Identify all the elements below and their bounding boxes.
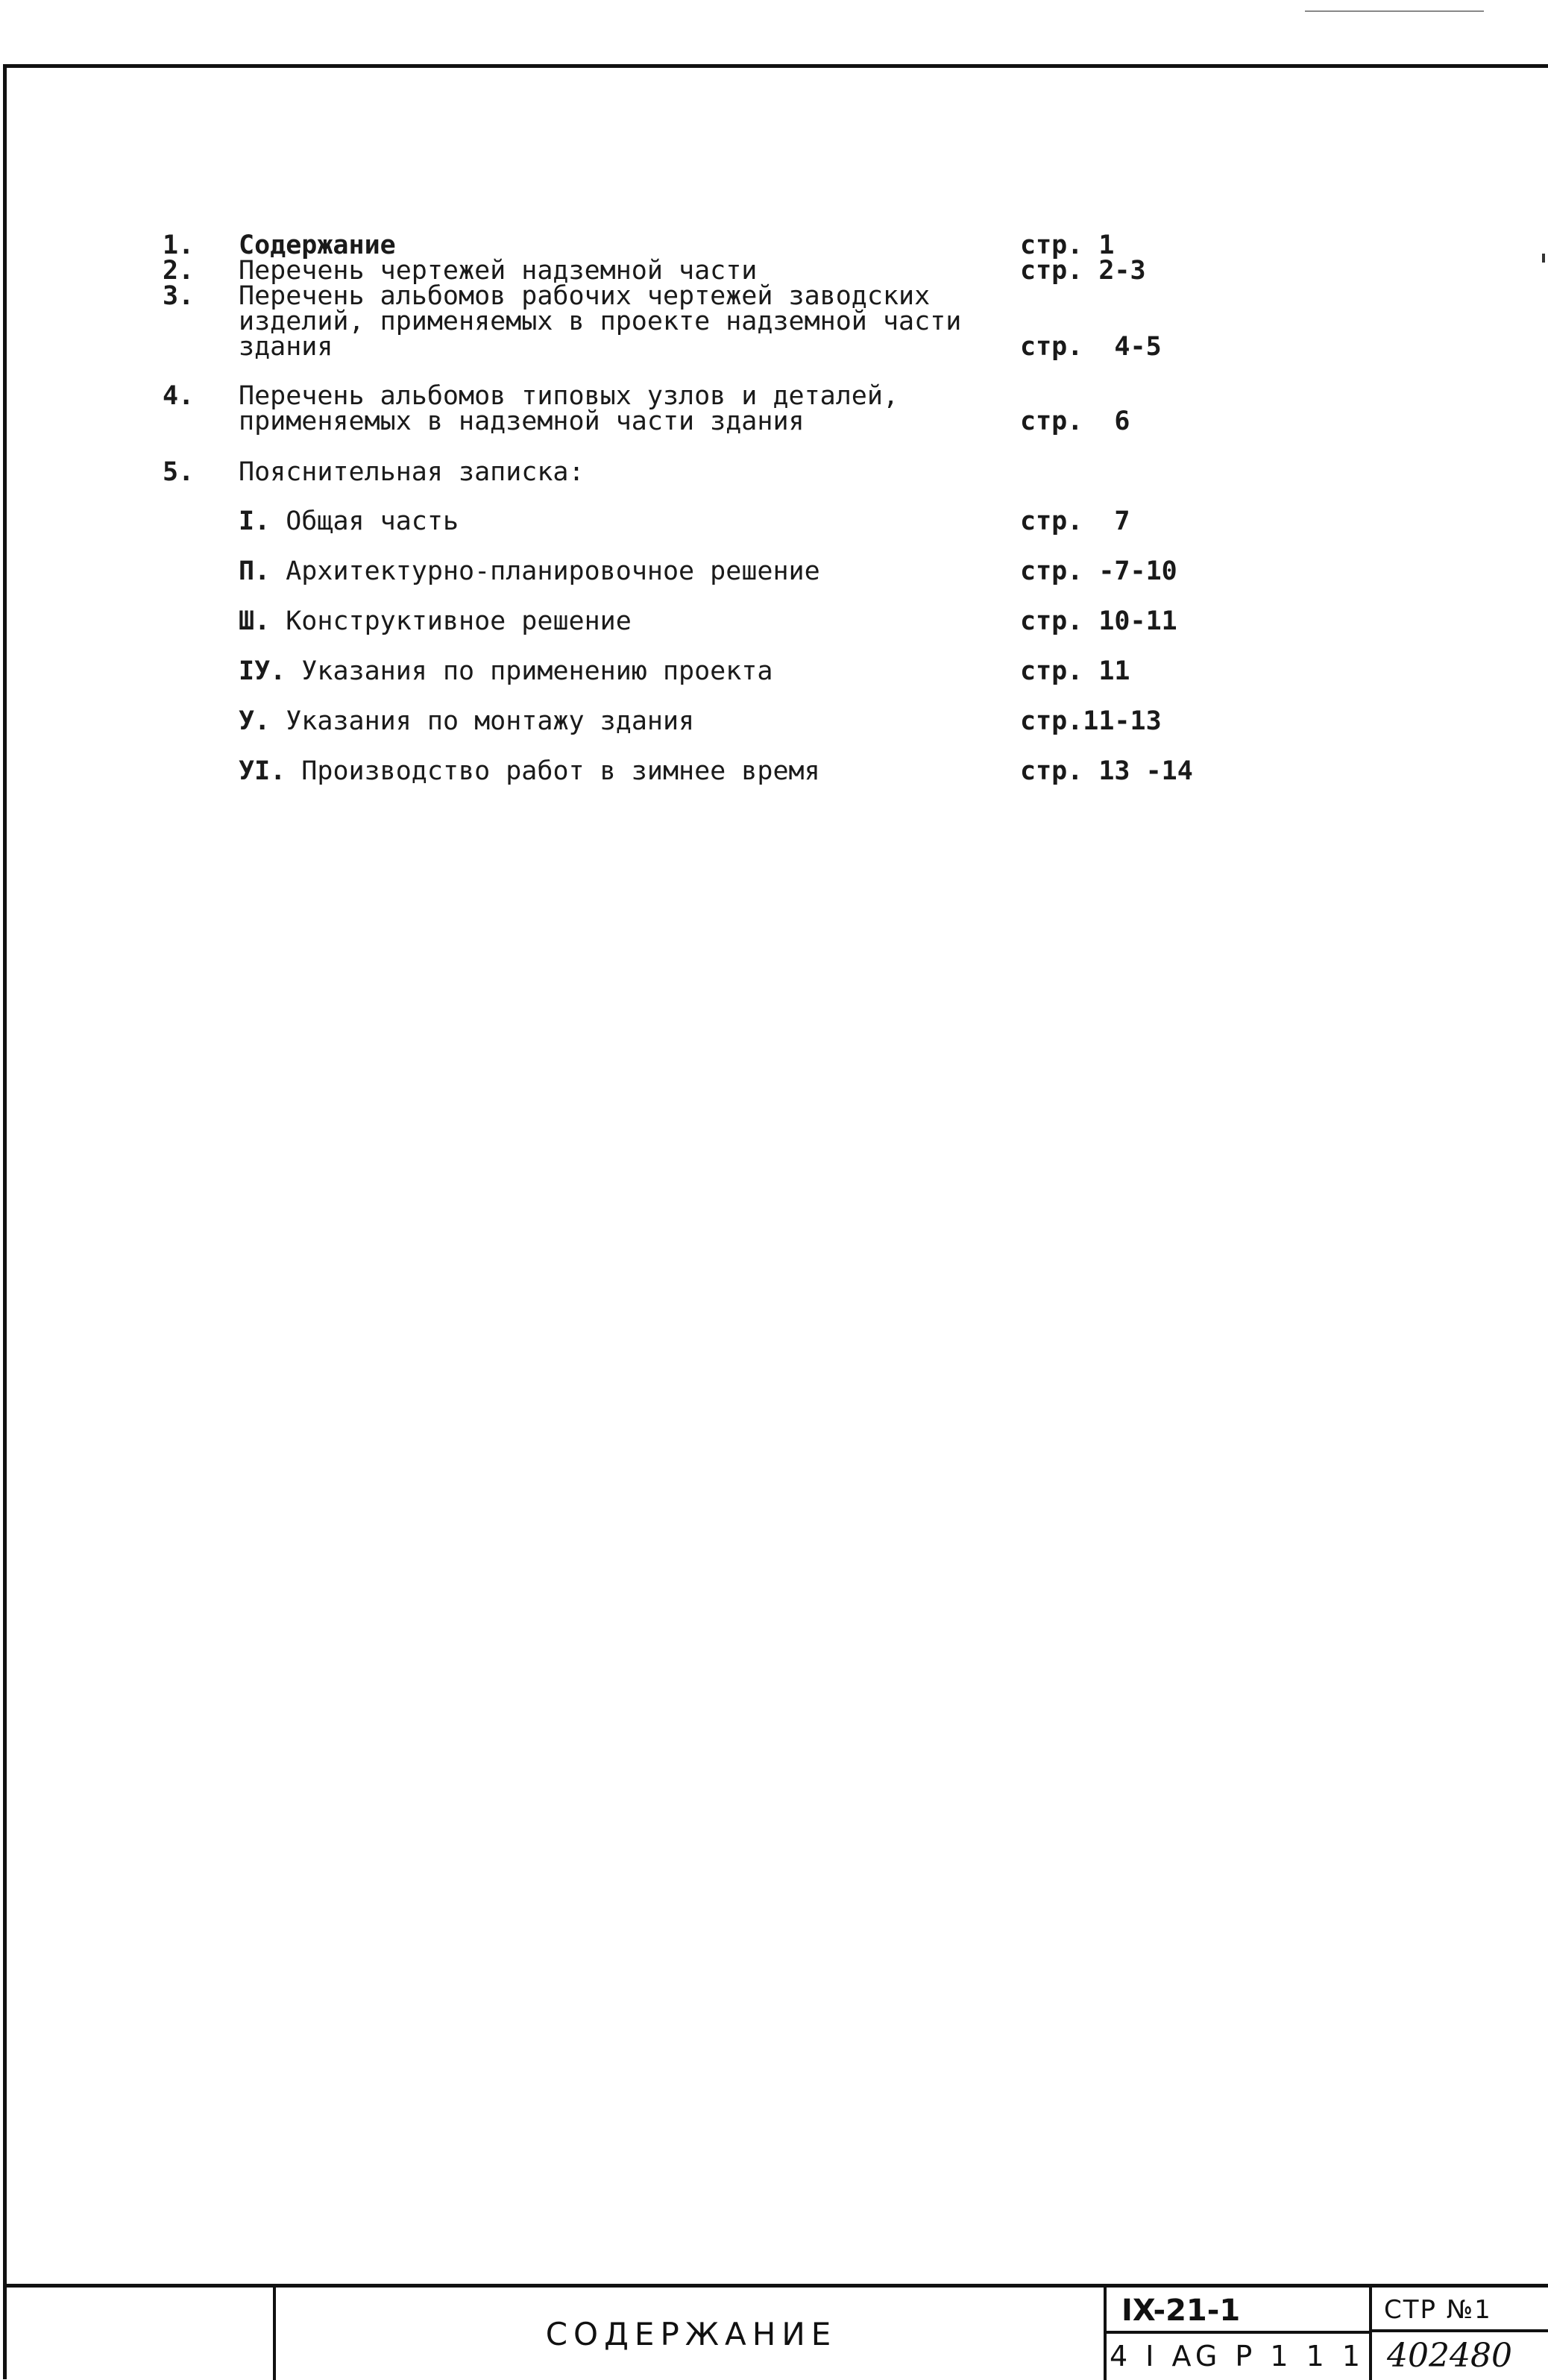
sheet-number: СТР №1	[1384, 2295, 1492, 2325]
toc-subitem-text: Указания по применению проекта	[301, 656, 773, 686]
toc-subitem-title	[239, 606, 632, 636]
sheet-title: СОДЕРЖАНИЕ	[545, 2315, 837, 2352]
toc-subitem-page: стр.11-13	[1020, 706, 1162, 736]
toc-item-title: Перечень альбомов рабочих чертежей заводских изделий, применяемых в проекте надземной части здания	[239, 281, 962, 362]
toc-subitem-text: Указания по монтажу здания	[286, 706, 695, 736]
toc-subitem-roman: УI.	[239, 756, 286, 786]
title-block	[3, 2284, 1548, 2379]
toc-subitem-roman: Ш.	[239, 606, 271, 636]
album-code: 4 I AG P 1 1 1	[1110, 2340, 1365, 2373]
table-of-contents	[0, 0, 1548, 895]
toc-item-page: стр. 4-5	[1020, 332, 1162, 362]
toc-subitem-page: стр. 13 -14	[1020, 756, 1193, 786]
toc-item-page: стр. 6	[1020, 406, 1130, 436]
toc-subitem-page: стр. 7	[1020, 506, 1130, 536]
toc-subitem-roman: У.	[239, 706, 271, 736]
title-block-row-divider	[1104, 2331, 1369, 2334]
toc-subitem-text: Производство работ в зимнее время	[301, 756, 820, 786]
toc-subitem-roman: IУ.	[239, 656, 286, 686]
toc-subitem-title	[239, 706, 695, 736]
toc-item-number: 2.	[163, 256, 195, 286]
title-block-divider	[273, 2288, 276, 2380]
title-block-divider	[1369, 2288, 1372, 2380]
series-code: IX-21-1	[1121, 2293, 1241, 2328]
toc-subitem-page: стр. 10-11	[1020, 606, 1177, 636]
toc-item-number: 5.	[163, 457, 195, 487]
toc-item-title: Содержание	[239, 230, 396, 260]
toc-subitem-text: Общая часть	[286, 506, 459, 536]
toc-subitem-text: Конструктивное решение	[286, 606, 632, 636]
toc-item-title: Перечень чертежей надземной части	[239, 256, 758, 286]
toc-subitem-title	[239, 756, 820, 786]
toc-item-page: стр. 1	[1020, 230, 1115, 260]
toc-item-title: Перечень альбомов типовых узлов и деталей, применяемых в надземной части здания	[239, 381, 899, 436]
toc-item-number: 4.	[163, 381, 195, 411]
toc-subitem-text: Архитектурно-планировочное решение	[286, 556, 820, 586]
inventory-number: 402480	[1387, 2337, 1512, 2375]
toc-item-title: Пояснительная записка:	[239, 457, 585, 487]
toc-subitem-title	[239, 506, 459, 536]
toc-item-number: 3.	[163, 281, 195, 311]
toc-item-number: 1.	[163, 230, 195, 260]
toc-subitem-page: стр. 11	[1020, 656, 1130, 686]
toc-subitem-title	[239, 656, 773, 686]
toc-subitem-page: стр. -7-10	[1020, 556, 1177, 586]
toc-item-page: стр. 2-3	[1020, 256, 1146, 286]
toc-subitem-roman: I.	[239, 506, 271, 536]
toc-subitem-roman: П.	[239, 556, 271, 586]
toc-subitem-title	[239, 556, 820, 586]
title-block-row-divider	[1369, 2329, 1548, 2332]
